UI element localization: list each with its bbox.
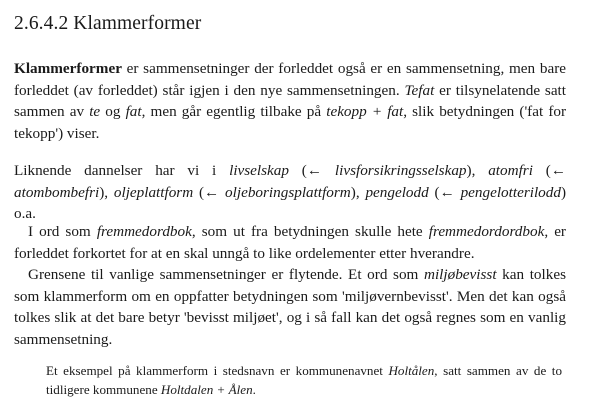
paragraph-boundaries: Grensene til vanlige sammensetninger er flytende. Et ord som miljøbevisst kan tolkes som klammerform om en oppfatter betydningen som 'miljøvernbevisst'. Men det kan også tolkes slik at det bare betyr 'bevisst miljøet', og i så fall kan det også regnes som en vanlig sammensetning.	[14, 266, 566, 349]
example-source: tekopp + fat	[326, 103, 404, 121]
section-heading: 2.6.4.2 Klammerformer	[14, 13, 202, 34]
note-place-names: Et eksempel på klammerform i stedsnavn er kommunenavnet Holtålen, satt sammen av de to tidligere kommunene Holtdalen + Ålen.	[46, 363, 562, 397]
arrow-left-icon: ←	[306, 162, 323, 179]
paragraph-fremmedordbok: I ord som fremmedordbok, som ut fra betydningen skulle hete fremmedordordbok, er forleddet forkortet for at en skal unngå to like ordelementer etter hverandre.	[14, 223, 566, 262]
paragraph-examples: Liknende dannelser har vi i livselskap (← livsforsikringsselskap), atomfri (← atombombefri), oljeplattform (← oljeboringsplattform), pengelodd (← pengelotterilodd) o.a.	[14, 162, 567, 223]
arrow-left-icon: ←	[204, 183, 220, 201]
arrow-left-icon: ←	[550, 162, 567, 179]
example-tefat: Tefat	[404, 81, 435, 99]
paragraph-definition: Klammerformer er sammensetninger der forleddet også er en sammensetning, men bare forleddet (av forleddet) står igjen i den nye sammensetningen. Tefat er tilsynelatende satt sammen av te og fat, men går egentlig tilbake på tekopp + fat, slik betydningen ('fat for tekopp') viser.	[14, 60, 567, 143]
arrow-left-icon: ←	[439, 183, 455, 201]
term-klammerformer: Klammerformer	[14, 60, 122, 77]
